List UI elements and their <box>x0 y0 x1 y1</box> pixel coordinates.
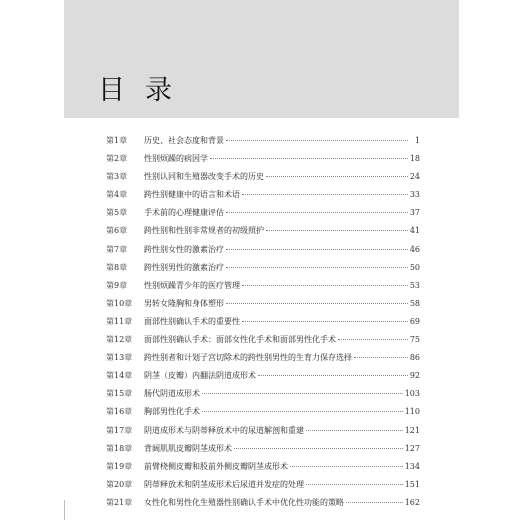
toc-leader-dots <box>210 158 408 159</box>
toc-page-number: 92 <box>409 371 420 381</box>
table-of-contents <box>106 135 420 515</box>
toc-entry[interactable] <box>106 370 420 388</box>
toc-page-number: 162 <box>404 497 420 507</box>
toc-leader-dots <box>306 484 403 485</box>
toc-chapter-title: 面部性别确认手术：面部女性化手术和面部男性化手术 <box>144 335 336 345</box>
toc-page-number: 46 <box>409 244 420 254</box>
toc-chapter-title: 性别烦躁的病因学 <box>144 154 208 164</box>
toc-leader-dots <box>202 393 403 394</box>
toc-chapter-title: 跨性别女性的激素治疗 <box>144 244 224 254</box>
toc-page-number: 127 <box>404 443 420 453</box>
toc-chapter-title: 背阔肌肌皮瓣阴茎成形术 <box>144 443 232 453</box>
toc-leader-dots <box>226 303 408 304</box>
toc-entry[interactable] <box>106 207 420 225</box>
toc-entry[interactable] <box>106 280 420 298</box>
toc-entry[interactable] <box>106 225 420 243</box>
toc-entry[interactable] <box>106 406 420 424</box>
toc-chapter-number: 第18章 <box>106 443 133 453</box>
toc-entry[interactable] <box>106 461 420 479</box>
toc-entry[interactable] <box>106 189 420 207</box>
toc-chapter-title: 女性化和男性化生殖器性别确认手术中优化性功能的策略 <box>144 497 344 507</box>
toc-chapter-number: 第3章 <box>106 172 128 182</box>
toc-entry[interactable] <box>106 352 420 370</box>
toc-entry[interactable] <box>106 244 420 262</box>
toc-chapter-title: 跨性别男性的激素治疗 <box>144 262 224 272</box>
toc-leader-dots <box>226 212 408 213</box>
toc-chapter-title: 阴蒂释放术和阴茎成形术后尿道并发症的处理 <box>144 479 304 489</box>
toc-chapter-title: 跨性别健康中的语言和术语 <box>144 190 240 200</box>
toc-chapter-number: 第13章 <box>106 353 133 363</box>
toc-chapter-title: 跨性别者和计划子宫切除术的跨性别男性的生育力保存选择 <box>144 353 352 363</box>
toc-page-number: 41 <box>409 226 420 236</box>
toc-leader-dots <box>226 267 408 268</box>
toc-page-number: 75 <box>409 335 420 345</box>
toc-chapter-number: 第17章 <box>106 425 133 435</box>
toc-page-number: 37 <box>409 208 420 218</box>
toc-entry[interactable] <box>106 171 420 189</box>
toc-chapter-number: 第19章 <box>106 461 133 471</box>
toc-chapter-title: 胸部男性化手术 <box>144 407 200 417</box>
toc-chapter-number: 第5章 <box>106 208 128 218</box>
toc-leader-dots <box>346 502 403 503</box>
toc-page-number: 18 <box>409 154 420 164</box>
toc-leader-dots <box>242 194 408 195</box>
toc-entry[interactable] <box>106 497 420 515</box>
margin-rule <box>64 500 65 520</box>
toc-leader-dots <box>266 176 408 177</box>
toc-entry[interactable] <box>106 425 420 443</box>
toc-page-number: 50 <box>409 262 420 272</box>
toc-chapter-number: 第11章 <box>106 316 133 326</box>
toc-leader-dots <box>226 140 408 141</box>
toc-chapter-number: 第10章 <box>106 298 133 308</box>
toc-entry[interactable] <box>106 298 420 316</box>
toc-leader-dots <box>242 321 408 322</box>
toc-entry[interactable] <box>106 388 420 406</box>
toc-chapter-number: 第2章 <box>106 154 128 164</box>
toc-chapter-number: 第21章 <box>106 497 133 507</box>
toc-leader-dots <box>234 448 403 449</box>
toc-entry[interactable] <box>106 135 420 153</box>
toc-chapter-title: 阴茎（皮瓣）内翻法阴道成形术 <box>144 371 256 381</box>
toc-chapter-title: 前臂桡侧皮瓣和股前外侧皮瓣阴茎成形术 <box>144 461 288 471</box>
toc-leader-dots <box>202 411 403 412</box>
toc-leader-dots <box>242 285 408 286</box>
toc-page-number: 1 <box>414 136 420 145</box>
toc-chapter-number: 第8章 <box>106 262 128 272</box>
toc-leader-dots <box>306 430 403 431</box>
toc-chapter-title: 阴道成形术与阴蒂释放术中的尿道解剖和重建 <box>144 425 304 435</box>
toc-chapter-title: 历史、社会态度和背景 <box>144 136 224 145</box>
toc-leader-dots <box>290 466 403 467</box>
toc-chapter-number: 第16章 <box>106 407 133 417</box>
toc-chapter-number: 第1章 <box>106 136 128 145</box>
toc-leader-dots <box>226 249 408 250</box>
toc-chapter-number: 第9章 <box>106 280 128 290</box>
toc-chapter-number: 第15章 <box>106 389 133 399</box>
toc-page-number: 121 <box>404 425 420 435</box>
toc-chapter-number: 第12章 <box>106 335 133 345</box>
toc-chapter-number: 第4章 <box>106 190 128 200</box>
toc-page-number: 134 <box>404 461 420 471</box>
toc-entry[interactable] <box>106 153 420 171</box>
toc-leader-dots <box>258 375 408 376</box>
toc-leader-dots <box>354 357 408 358</box>
toc-entry[interactable] <box>106 479 420 497</box>
toc-page-number: 33 <box>409 190 420 200</box>
toc-entry[interactable] <box>106 262 420 280</box>
toc-entry[interactable] <box>106 443 420 461</box>
toc-entry[interactable] <box>106 316 420 334</box>
toc-chapter-title: 性别认同和生殖器改变手术的历史 <box>144 172 264 182</box>
toc-entry[interactable] <box>106 334 420 352</box>
toc-leader-dots <box>338 339 408 340</box>
toc-chapter-title: 男转女隆胸和身体塑形 <box>144 298 224 308</box>
toc-chapter-title: 面部性别确认手术的重要性 <box>144 316 240 326</box>
toc-page-number: 53 <box>409 280 420 290</box>
toc-chapter-title: 肠代阴道成形术 <box>144 389 200 399</box>
toc-chapter-number: 第6章 <box>106 226 128 236</box>
toc-chapter-title: 跨性别和性别非常规者的初级照护 <box>144 226 264 236</box>
page-title: 目录 <box>98 75 192 106</box>
toc-page-number: 24 <box>409 172 420 182</box>
toc-chapter-title: 手术前的心理健康评估 <box>144 208 224 218</box>
toc-page-number: 103 <box>404 389 420 399</box>
toc-page-number: 110 <box>404 407 420 417</box>
toc-page-number: 151 <box>404 479 420 489</box>
toc-chapter-title: 性别烦躁青少年的医疗管理 <box>144 280 240 290</box>
toc-leader-dots <box>266 230 408 231</box>
toc-chapter-number: 第14章 <box>106 371 133 381</box>
toc-page-number: 58 <box>409 298 420 308</box>
toc-page-number: 86 <box>409 353 420 363</box>
toc-chapter-number: 第20章 <box>106 479 133 489</box>
toc-chapter-number: 第7章 <box>106 244 128 254</box>
toc-page-number: 69 <box>409 316 420 326</box>
